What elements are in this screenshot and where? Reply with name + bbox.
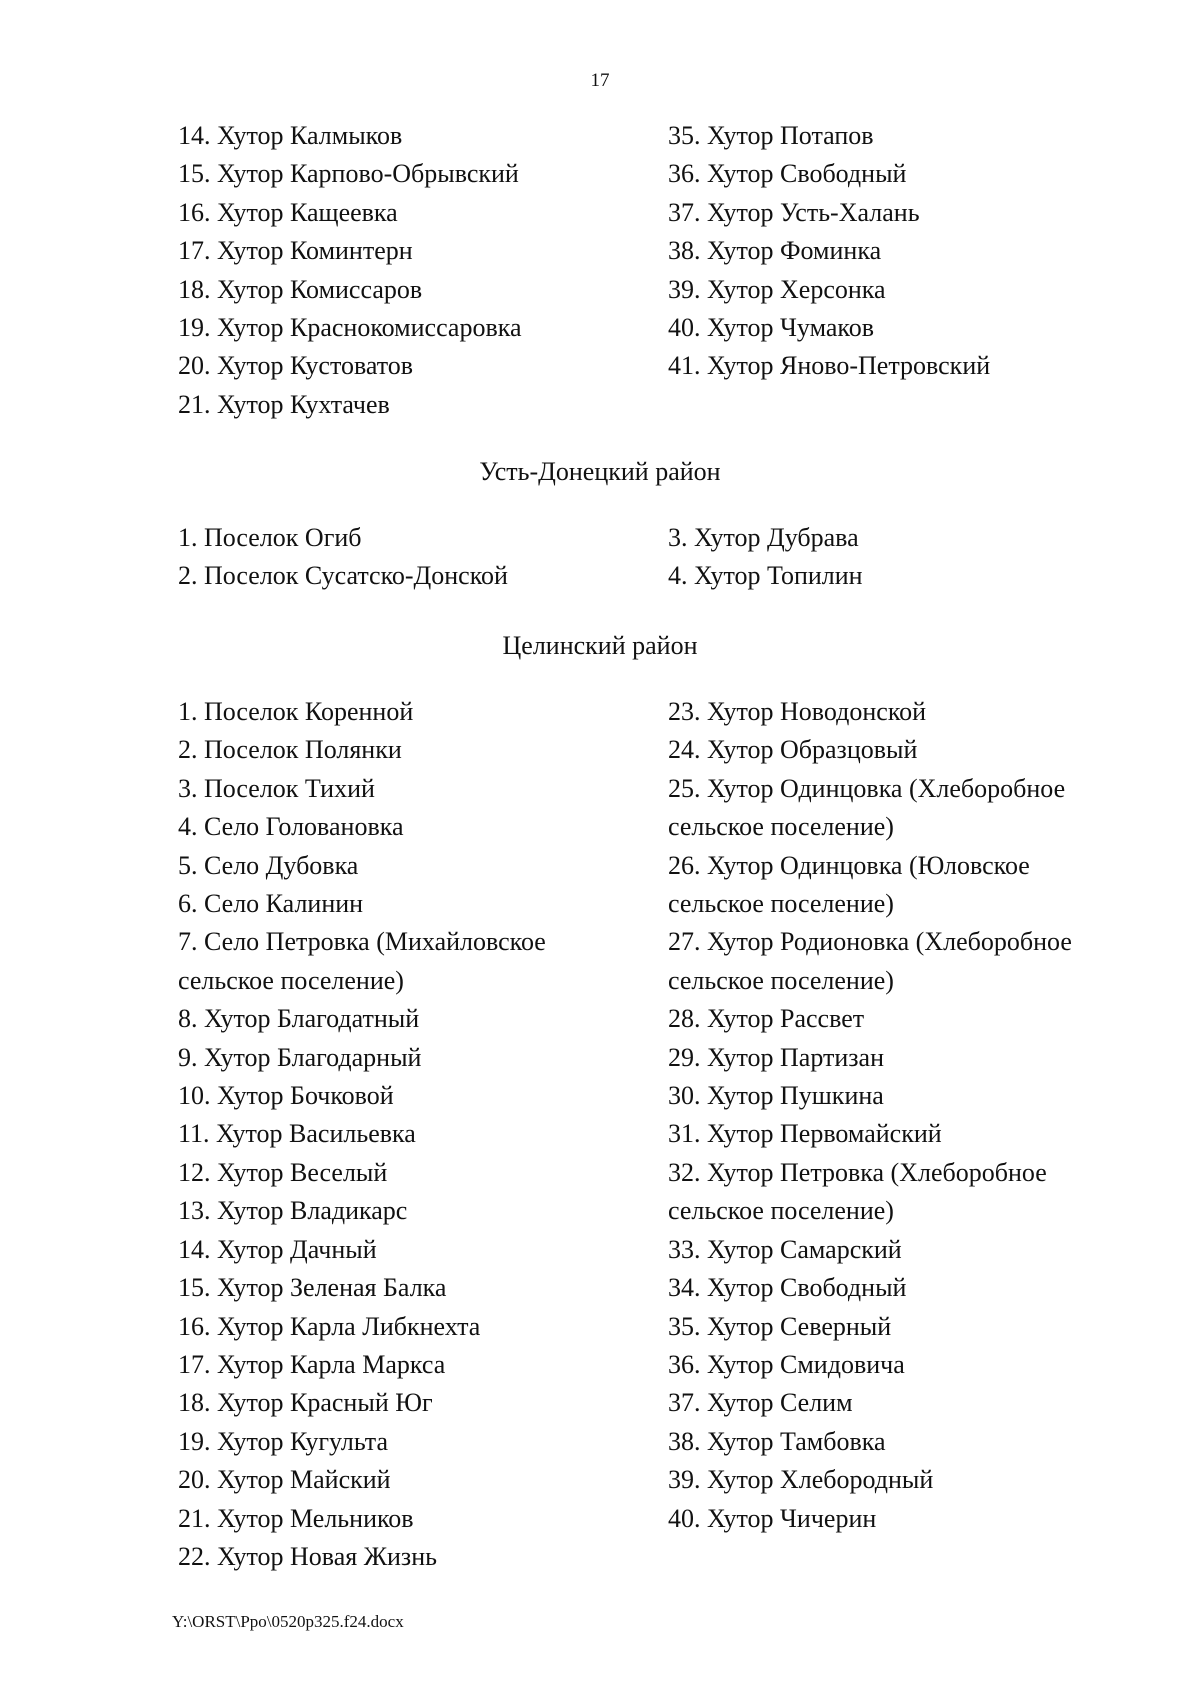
list-item: 15. Хутор Зеленая Балка [178, 1273, 447, 1303]
list-item: 15. Хутор Карпово-Обрывский [178, 159, 519, 189]
district-list-ust-donetsky [178, 519, 1128, 596]
list-item: 37. Хутор Селим [668, 1388, 853, 1418]
list-item: 11. Хутор Васильевка [178, 1119, 416, 1149]
settlement-list-continued [178, 117, 1128, 424]
list-item: 34. Хутор Свободный [668, 1273, 907, 1303]
list-item: 35. Хутор Потапов [668, 121, 874, 150]
list-item: 18. Хутор Комиссаров [178, 274, 423, 304]
list-item: сельское поселение) [178, 965, 404, 995]
list-item: 3. Хутор Дубрава [668, 523, 859, 552]
list-item: 4. Хутор Топилин [668, 561, 863, 591]
list-item: 16. Хутор Карла Либкнехта [178, 1311, 481, 1341]
list-item: 33. Хутор Самарский [668, 1234, 902, 1264]
list-item: 16. Хутор Кащеевка [178, 197, 398, 227]
page-number: 17 [590, 70, 610, 91]
right-column [668, 693, 1128, 1576]
list-item: 17. Хутор Карла Маркса [178, 1349, 446, 1379]
list-item: 38. Хутор Тамбовка [668, 1426, 886, 1456]
list-item: сельское поселение) [668, 889, 894, 919]
list-item: 1. Поселок Коренной [178, 697, 414, 726]
list-item: 17. Хутор Коминтерн [178, 236, 413, 266]
list-item: 21. Хутор Кухтачев [178, 389, 390, 419]
list-item: 40. Хутор Чумаков [668, 313, 874, 343]
district-heading-ust-donetsky: Усть-Донецкий район [479, 457, 721, 486]
list-item: 3. Поселок Тихий [178, 773, 375, 803]
district-heading-tselinsky: Целинский район [502, 631, 698, 660]
list-item: 39. Хутор Херсонка [668, 274, 886, 304]
list-item: 4. Село Голованoвка [178, 812, 404, 842]
list-item: 25. Хутор Одинцовка (Хлеборобное [668, 773, 1066, 803]
list-item: 28. Хутор Рассвет [668, 1004, 865, 1034]
list-item: 14. Хутор Дачный [178, 1234, 377, 1264]
list-item: 7. Село Петровка (Михайловское [178, 927, 546, 957]
list-item: 12. Хутор Веселый [178, 1157, 388, 1187]
list-item: 41. Хутор Яново-Петровский [668, 351, 991, 381]
left-column [178, 117, 668, 424]
list-item: 19. Хутор Кугульта [178, 1426, 388, 1456]
list-item: сельское поселение) [668, 1196, 894, 1226]
list-item: 8. Хутор Благодатный [178, 1004, 420, 1034]
list-item: 29. Хутор Партизан [668, 1042, 884, 1072]
list-item: 1. Поселок Огиб [178, 523, 362, 552]
list-item: 22. Хутор Новая Жизнь [178, 1541, 437, 1571]
list-item: 9. Хутор Благодарный [178, 1042, 422, 1072]
list-item: 32. Хутор Петровка (Хлеборобное [668, 1157, 1047, 1187]
left-column [178, 519, 668, 596]
list-item: 38. Хутор Фоминка [668, 236, 882, 266]
list-item: 26. Хутор Одинцовка (Юловское [668, 850, 1030, 880]
list-item: 40. Хутор Чичерин [668, 1503, 877, 1533]
list-item: 31. Хутор Первомайский [668, 1119, 942, 1149]
list-item: 24. Хутор Образцовый [668, 735, 918, 765]
list-item: 2. Поселок Сусатско-Донской [178, 561, 508, 591]
list-item: 30. Хутор Пушкина [668, 1081, 884, 1111]
list-item: 20. Хутор Кустоватов [178, 351, 414, 381]
list-item: 27. Хутор Родионовка (Хлеборобное [668, 927, 1072, 957]
file-path-footer: Y:\ORST\Ppo\0520p325.f24.docx [172, 1612, 404, 1631]
list-item: 20. Хутор Майский [178, 1465, 391, 1495]
left-column [178, 693, 668, 1576]
list-item: 21. Хутор Мельников [178, 1503, 414, 1533]
district-list-tselinsky [178, 693, 1128, 1576]
list-item: 13. Хутор Владикарс [178, 1196, 408, 1226]
list-item: сельское поселение) [668, 812, 894, 842]
list-item: 36. Хутор Смидовича [668, 1349, 905, 1379]
list-item: 36. Хутор Свободный [668, 159, 907, 189]
list-item: сельское поселение) [668, 965, 894, 995]
list-item: 14. Хутор Калмыков [178, 121, 403, 150]
right-column [668, 519, 1128, 596]
list-item: 35. Хутор Северный [668, 1311, 892, 1341]
list-item: 23. Хутор Новодонской [668, 697, 927, 726]
right-column [668, 117, 1128, 424]
list-item: 2. Поселок Полянки [178, 735, 402, 765]
list-item: 5. Село Дубовка [178, 850, 359, 880]
list-item: 39. Хутор Хлебородный [668, 1465, 934, 1495]
list-item: 19. Хутор Краснокомиссаровка [178, 313, 522, 343]
list-item: 37. Хутор Усть-Халань [668, 197, 920, 227]
list-item: 10. Хутор Бочковой [178, 1081, 394, 1111]
list-item: 6. Село Калинин [178, 889, 364, 919]
list-item: 18. Хутор Красный Юг [178, 1388, 433, 1418]
